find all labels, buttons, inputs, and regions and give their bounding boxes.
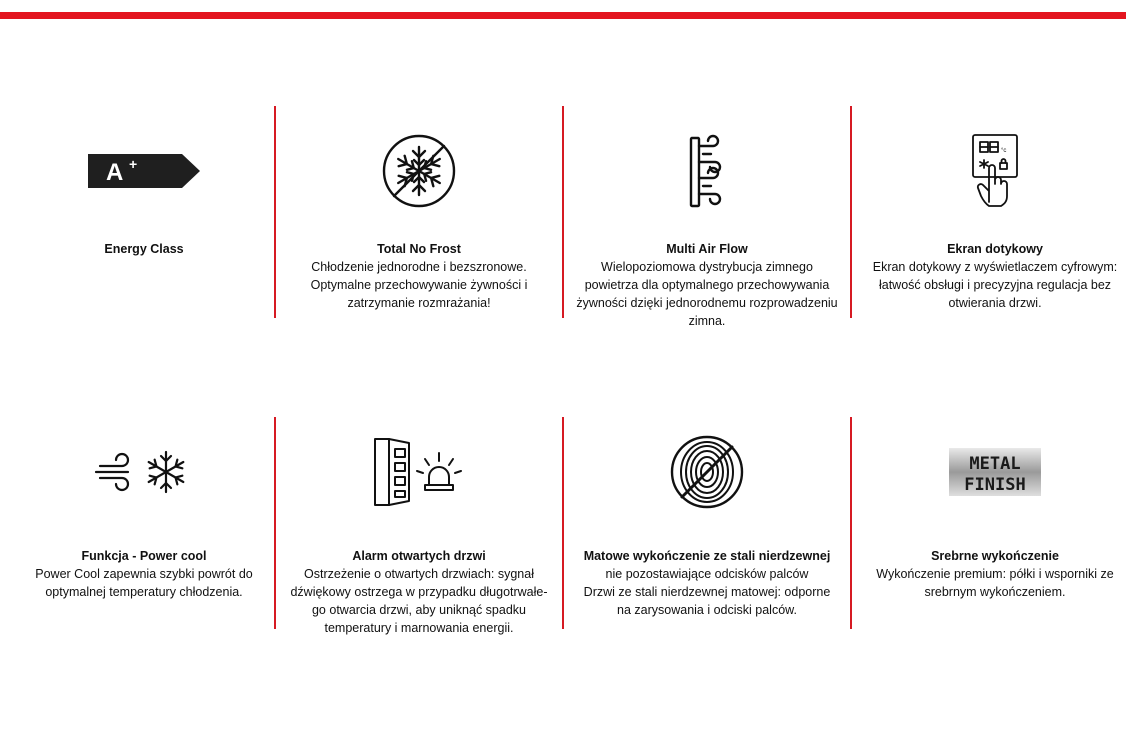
feature-energy-class [0, 106, 288, 318]
feature-description: Chłodzenie jednorodne i bezszronowe. Optymalne przechowywanie żywności i zatrzymanie rozmrażania! [310, 260, 528, 310]
feature-title: Ekran dotykowy [947, 242, 1043, 256]
metal-finish-line1: METAL [969, 454, 1021, 474]
multi-air-flow-icon [563, 126, 851, 216]
energy-class-sup: + [129, 156, 138, 172]
feature-text [12, 240, 276, 258]
energy-class-icon [0, 126, 288, 216]
feature-description: Ostrzeżenie o otwartych drzwiach: sygnał dźwiękowy ostrzega w przypadku długotrwałe- go otwarcia drzwi, aby uniknąć spadku temperatury i marnowania energii. [290, 567, 548, 635]
feature-power-cool [0, 417, 288, 629]
feature-description: Wykończenie premium: półki i wsporniki ze srebrnym wykończeniem. [876, 567, 1114, 599]
metal-finish-line2: FINISH [964, 475, 1026, 495]
metal-finish-icon [851, 427, 1126, 517]
feature-description: Power Cool zapewnia szybki powrót do optymalnej temperatury chłodzenia. [35, 567, 253, 599]
feature-text [575, 240, 839, 330]
feature-total-no-frost [275, 106, 563, 318]
feature-door-alarm [275, 417, 563, 635]
feature-text [287, 547, 551, 637]
feature-title: Multi Air Flow [666, 242, 748, 256]
feature-multi-air-flow [563, 106, 851, 328]
svg-text:°c: °c [1001, 148, 1007, 154]
feature-title: Matowe wykończenie ze stali nierdzewnej [583, 549, 831, 563]
feature-touch-screen [851, 106, 1126, 318]
feature-text [863, 547, 1126, 601]
feature-text [287, 240, 551, 312]
feature-text [575, 547, 839, 619]
touch-screen-icon [851, 126, 1126, 216]
feature-description: Wielopoziomowa dystrybucja zimnego powietrza dla optymalnego przechowywania żywności dzięki jednorodnemu rozprowadzeniu zimna. [576, 260, 838, 328]
door-alarm-icon [275, 427, 563, 517]
fingerprint-free-icon [563, 427, 851, 517]
feature-matte-stainless [563, 417, 851, 629]
feature-description: Ekran dotykowy z wyświetlaczem cyfrowym: łatwość obsługi i precyzyjna regulacja bez otwierania drzwi. [872, 260, 1118, 310]
no-frost-icon [275, 126, 563, 216]
feature-title: Funkcja - Power cool [81, 549, 207, 563]
power-cool-icon [0, 427, 288, 517]
feature-silver-finish [851, 417, 1126, 629]
feature-title: Total No Frost [377, 242, 461, 256]
feature-title: Energy Class [104, 242, 184, 256]
top-accent-bar [0, 12, 1126, 19]
feature-text [863, 240, 1126, 312]
feature-description: nie pozostawiające odcisków palców Drzwi ze stali nierdzewnej matowej: odporne na zarysowania i odciski palców. [583, 567, 831, 617]
feature-title: Alarm otwartych drzwi [352, 549, 486, 563]
feature-text [12, 547, 276, 601]
energy-class-label: A [106, 159, 124, 186]
feature-title: Srebrne wykończenie [931, 549, 1059, 563]
